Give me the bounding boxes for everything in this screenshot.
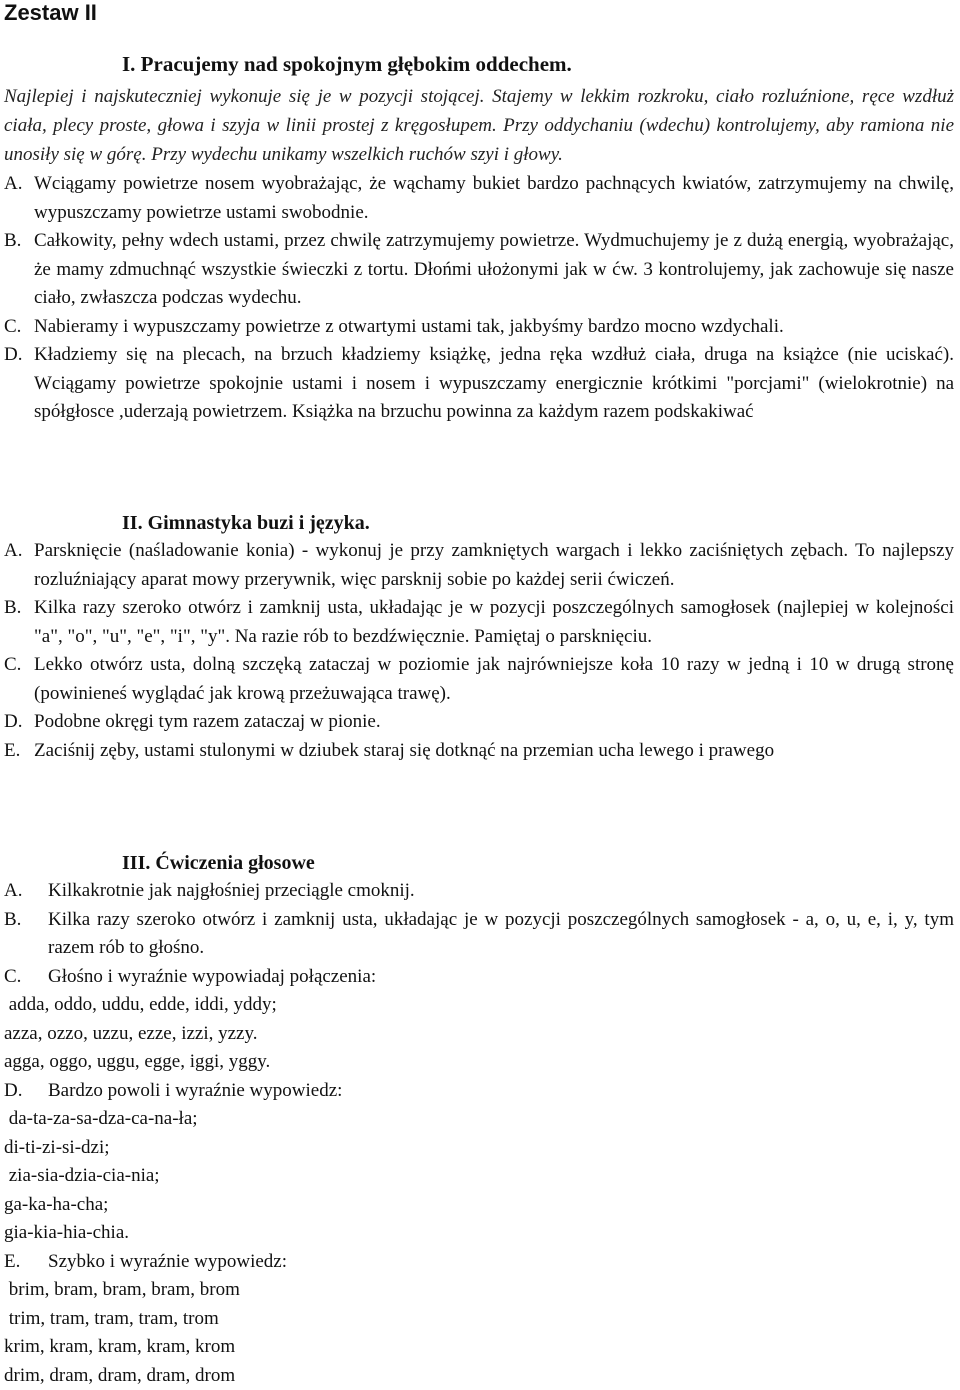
document-title: Zestaw II <box>4 0 97 26</box>
item-label: D. <box>4 708 22 737</box>
item-label: C. <box>4 651 21 680</box>
syllable-line: gia-kia-hia-chia. <box>4 1219 954 1248</box>
list-item <box>4 341 954 427</box>
item-label: C. <box>4 963 21 992</box>
item-label: E. <box>4 737 20 766</box>
item-text: Zaciśnij zęby, ustami stulonymi w dziubek staraj się dotknąć na przemian ucha lewego i prawego <box>34 737 954 766</box>
section-1-list <box>4 170 954 427</box>
item-label: B. <box>4 227 21 256</box>
item-text: Kilka razy szeroko otwórz i zamknij usta, układając je w pozycji poszczególnych samogłosek (najlepiej w kolejności "a", "o", "u", "e", "i", "y". Na razie rób to bezdźwięcznie. Pamiętaj o parsknięciu. <box>34 594 954 651</box>
section-2-heading: II. Gimnastyka buzi i języka. <box>122 509 370 537</box>
list-item <box>4 1077 954 1106</box>
syllable-line: zia-sia-dzia-cia-nia; <box>4 1162 954 1191</box>
item-text: Kilkakrotnie jak najgłośniej przeciągle cmoknij. <box>48 877 954 906</box>
section-2-list <box>4 537 954 765</box>
syllable-line: krim, kram, kram, kram, krom <box>4 1333 954 1362</box>
item-label: D. <box>4 341 22 370</box>
list-item <box>4 708 954 737</box>
syllable-line: agga, oggo, uggu, egge, iggi, yggy. <box>4 1048 954 1077</box>
list-item <box>4 313 954 342</box>
item-text: Parsknięcie (naśladowanie konia) - wykonuj je przy zamkniętych wargach i lekko zaciśniętych zębach. To najlepszy rozluźniający aparat mowy przerywnik, więc parsknij sobie po każdej serii ćwiczeń. <box>34 537 954 594</box>
list-item <box>4 594 954 651</box>
syllable-line: drim, dram, dram, dram, drom <box>4 1362 954 1390</box>
item-text: Podobne okręgi tym razem zataczaj w pionie. <box>34 708 954 737</box>
list-item <box>4 170 954 227</box>
item-text: Wciągamy powietrze nosem wyobrażając, że wąchamy bukiet bardzo pachnących kwiatów, zatrzymujemy na chwilę, wypuszczamy powietrze ustami swobodnie. <box>34 170 954 227</box>
syllable-line: azza, ozzo, uzzu, ezze, izzi, yzzy. <box>4 1020 954 1049</box>
list-item <box>4 1248 954 1277</box>
syllable-line: ga-ka-ha-cha; <box>4 1191 954 1220</box>
section-3-heading: III. Ćwiczenia głosowe <box>122 849 315 877</box>
section-1-heading: I. Pracujemy nad spokojnym głębokim oddechem. <box>122 50 572 78</box>
section-3-list <box>4 877 954 1390</box>
item-text: Kilka razy szeroko otwórz i zamknij usta, układając je w pozycji poszczególnych samogłosek - a, o, u, e, i, y, tym razem rób to głośno. <box>48 906 954 963</box>
syllable-line: trim, tram, tram, tram, trom <box>4 1305 954 1334</box>
item-label: A. <box>4 170 22 199</box>
list-item <box>4 906 954 963</box>
list-item <box>4 963 954 992</box>
item-text: Całkowity, pełny wdech ustami, przez chwilę zatrzymujemy powietrze. Wydmuchujemy je z dużą energią, wyobrażając, że mamy zdmuchnąć wszystkie świeczki z tortu. Dłońmi ułożonymi jak w ćw. 3 kontrolujemy, jak zachowuje się nasze ciało, zwłaszcza podczas wydechu. <box>34 227 954 313</box>
item-text: Lekko otwórz usta, dolną szczęką zataczaj w poziomie jak najrówniejsze koła 10 razy w jedną i 10 w drugą stronę (powinieneś wyglądać jak krową przeżuwająca trawę). <box>34 651 954 708</box>
list-item <box>4 737 954 766</box>
item-label: A. <box>4 877 22 906</box>
item-label: A. <box>4 537 22 566</box>
list-item <box>4 877 954 906</box>
list-item <box>4 227 954 313</box>
syllable-line: di-ti-zi-si-dzi; <box>4 1134 954 1163</box>
item-label: B. <box>4 594 21 623</box>
item-label: E. <box>4 1248 20 1277</box>
item-label: D. <box>4 1077 22 1106</box>
item-label: B. <box>4 906 21 935</box>
syllable-line: brim, bram, bram, bram, brom <box>4 1276 954 1305</box>
section-1-intro: Najlepiej i najskuteczniej wykonuje się je w pozycji stojącej. Stajemy w lekkim rozkroku, ciało rozluźnione, ręce wzdłuż ciała, plecy proste, głowa i szyja w linii prostej z kręgosłupem. Przy oddychaniu (wdechu) kontrolujemy, aby ramiona nie unosiły się w górę. Przy wydechu unikamy wszelkich ruchów szyi i głowy. <box>4 82 954 169</box>
syllable-line: adda, oddo, uddu, edde, iddi, yddy; <box>4 991 954 1020</box>
list-item <box>4 651 954 708</box>
item-text: Nabieramy i wypuszczamy powietrze z otwartymi ustami tak, jakbyśmy bardzo mocno wzdychali. <box>34 313 954 342</box>
list-item <box>4 537 954 594</box>
item-label: C. <box>4 313 21 342</box>
item-text: Szybko i wyraźnie wypowiedz: <box>48 1248 954 1277</box>
item-text: Kładziemy się na plecach, na brzuch kładziemy książkę, jedna ręka wzdłuż ciała, druga na książce (nie uciskać). Wciągamy powietrze spokojnie ustami i nosem i wypuszczamy energicznie krótkimi "porcjami" (wielokrotnie) na spółgłosce ,uderzają powietrzem. Książka na brzuchu powinna za każdym razem podskakiwać <box>34 341 954 427</box>
item-text: Głośno i wyraźnie wypowiadaj połączenia: <box>48 963 954 992</box>
item-text: Bardzo powoli i wyraźnie wypowiedz: <box>48 1077 954 1106</box>
syllable-line: da-ta-za-sa-dza-ca-na-ła; <box>4 1105 954 1134</box>
